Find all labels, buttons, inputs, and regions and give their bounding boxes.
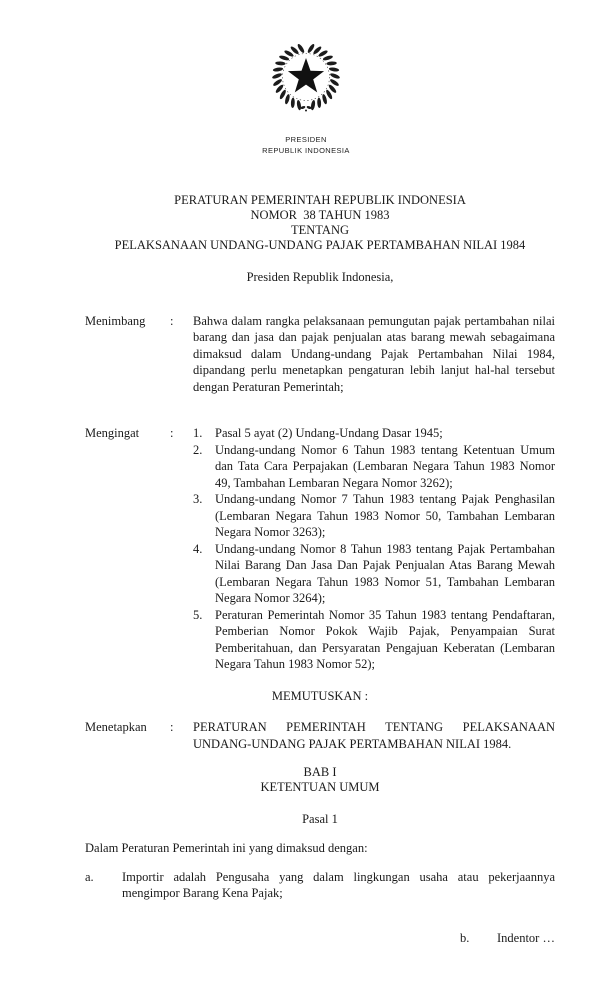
menimbang-body: Bahwa dalam rangka pelaksanaan pemungutan pajak pertambahan nilai barang dan jasa dan pajak penjualan atas barang mewah sebagaimana dimaksud dalam Undang-undang Pajak Pertambahan Nilai 1984, dipandang perlu menetapkan pengaturan lebih lanjut hal-hal tersebut dengan Peraturan Pemerintah; <box>193 313 555 394</box>
mengingat-item-2 <box>193 442 555 492</box>
presidential-star-wreath-emblem <box>269 40 343 118</box>
menetapkan-section <box>85 719 555 752</box>
menetapkan-colon: : <box>170 720 174 734</box>
menimbang-section <box>85 313 555 396</box>
bab-heading <box>85 765 555 795</box>
mengingat-label: Mengingat <box>85 426 140 440</box>
pasal-heading: Pasal 1 <box>302 812 338 826</box>
bab-title: KETENTUAN UMUM <box>260 780 380 794</box>
item-number: 5. <box>193 607 203 622</box>
catchword-text: Indentor … <box>497 931 555 945</box>
item-number: 4. <box>193 541 203 556</box>
letterhead-text <box>0 134 612 156</box>
title-line-tentang: TENTANG <box>290 222 349 237</box>
catchword-letter: b. <box>460 931 470 945</box>
item-text: Undang-undang Nomor 7 Tahun 1983 tentang Pajak Penghasilan (Lembaran Negara Tahun 1983 Nomor 50, Tambahan Lembaran Negara Nomor 3263); <box>215 492 555 539</box>
item-text: Importir adalah Pengusaha yang dalam lingkungan usaha atau pekerjaannya mengimpor Barang Kena Pajak; <box>122 869 555 900</box>
document-body <box>0 193 612 902</box>
memutuskan-heading: MEMUTUSKAN : <box>271 688 369 703</box>
item-text: Undang-undang Nomor 8 Tahun 1983 tentang Pajak Pertambahan Nilai Barang Dan Jasa Dan Pajak Penjualan Atas Barang Mewah (Lembaran Negara Tahun 1983 Nomor 51, Tambahan Lembaran Negara Nomor 3264); <box>215 541 555 605</box>
title-line-regulation: PERATURAN PEMERINTAH REPUBLIK INDONESIA <box>174 192 466 207</box>
document-title <box>85 193 555 253</box>
letterhead-republik-indonesia: REPUBLIK INDONESIA <box>262 145 350 155</box>
definition-item-a <box>85 869 555 902</box>
mengingat-list <box>193 425 555 673</box>
item-text: Pasal 5 ayat (2) Undang-Undang Dasar 1945; <box>215 426 443 440</box>
item-text: Peraturan Pemerintah Nomor 35 Tahun 1983 tentang Pendaftaran, Pemberian Nomor Pokok Wajib Pajak, Penyampaian Surat Pemberitahuan, dan Persyaratan Pengajuan Keberatan (Lembaran Negara Tahun 1983 Nomor 52); <box>215 607 555 671</box>
menimbang-label: Menimbang <box>85 313 146 328</box>
title-line-subject: PELAKSANAAN UNDANG-UNDANG PAJAK PERTAMBAHAN NILAI 1984 <box>114 237 526 252</box>
letterhead-presiden: PRESIDEN <box>285 134 327 144</box>
menimbang-colon: : <box>170 313 174 328</box>
title-line-number: NOMOR 38 TAHUN 1983 <box>250 207 390 222</box>
mengingat-colon: : <box>170 426 174 440</box>
mengingat-item-3 <box>193 491 555 541</box>
mengingat-item-4 <box>193 541 555 607</box>
bab-number: BAB I <box>303 765 337 779</box>
ribbon-icon <box>300 105 311 111</box>
menetapkan-body: PERATURAN PEMERINTAH TENTANG PELAKSANAAN UNDANG-UNDANG PAJAK PERTAMBAHAN NILAI 1984. <box>193 720 555 751</box>
item-letter: a. <box>85 869 94 884</box>
item-text: Undang-undang Nomor 6 Tahun 1983 tentang Ketentuan Umum dan Tata Cara Perpajakan (Lembaran Negara Tahun 1983 Nomor 49, Tambahan Lembaran Negara Nomor 3262); <box>215 442 555 490</box>
item-number: 1. <box>193 426 203 440</box>
catchword <box>460 931 555 946</box>
menetapkan-label: Menetapkan <box>85 720 147 734</box>
intro-paragraph: Dalam Peraturan Pemerintah ini yang dimaksud dengan: <box>85 841 368 855</box>
salutation: Presiden Republik Indonesia, <box>246 269 394 284</box>
mengingat-section <box>85 425 555 673</box>
mengingat-item-1 <box>193 425 555 442</box>
mengingat-item-5 <box>193 607 555 673</box>
letterhead-block <box>0 0 612 156</box>
item-number: 2. <box>193 442 203 457</box>
item-number: 3. <box>193 492 203 506</box>
star-icon <box>288 58 324 92</box>
